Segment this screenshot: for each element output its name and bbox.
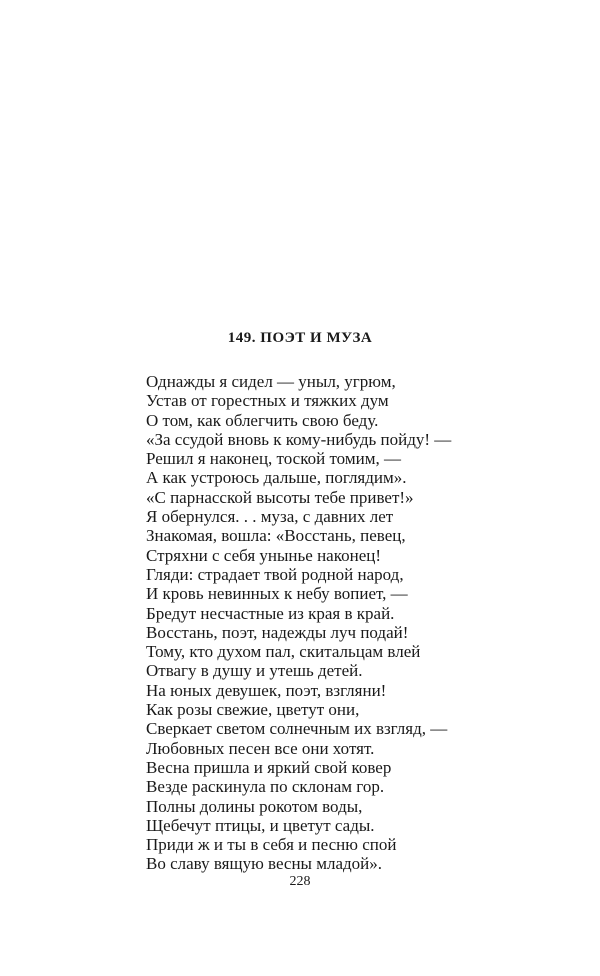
poem-line: Решил я наконец, тоской томим, — bbox=[146, 449, 401, 469]
poem-line: И кровь невинных к небу вопиет, — bbox=[146, 584, 408, 604]
poem-line: На юных девушек, поэт, взгляни! bbox=[146, 680, 387, 700]
poem-line: Гляди: страдает твой родной народ, bbox=[146, 564, 404, 584]
poem-line: Восстань, поэт, надежды луч подай! bbox=[146, 622, 409, 642]
poem-title: 149. ПОЭТ И МУЗА bbox=[227, 330, 373, 346]
poem-line: Бредут несчастные из края в край. bbox=[146, 603, 395, 623]
poem-line: Устав от горестных и тяжких дум bbox=[146, 391, 389, 411]
poem-line: Любовных песен все они хотят. bbox=[146, 738, 375, 758]
poem-line: Как розы свежие, цветут они, bbox=[146, 700, 360, 720]
poem-line: Отвагу в душу и утешь детей. bbox=[146, 661, 363, 681]
poem-line: Везде раскинула по склонам гор. bbox=[146, 777, 385, 797]
poem-line: Стряхни с себя унынье наконец! bbox=[146, 545, 382, 565]
poem-line: «С парнасской высоты тебе привет!» bbox=[146, 487, 414, 507]
poem-line: Однажды я сидел — уныл, угрюм, bbox=[146, 372, 396, 391]
poem-line: О том, как облегчить свою беду. bbox=[146, 410, 379, 430]
page-number: 228 bbox=[289, 874, 311, 889]
poem-line: Во славу вящую весны младой». bbox=[146, 854, 383, 874]
poem-line: Знакомая, вошла: «Восстань, певец, bbox=[146, 526, 406, 546]
poem-line: «За ссудой вновь к кому-нибудь пойду! — bbox=[146, 429, 452, 449]
poem-line: Сверкает светом солнечным их взгляд, — bbox=[146, 719, 448, 739]
poem-line: Тому, кто духом пал, скитальцам влей bbox=[146, 642, 421, 662]
poem-line: Полны долины рокотом воды, bbox=[146, 796, 363, 816]
poem-line: Я обернулся. . . муза, с давних лет bbox=[146, 507, 394, 527]
poem-line: Щебечут птицы, и цветут сады. bbox=[146, 815, 375, 835]
poem-line: Приди ж и ты в себя и песню спой bbox=[146, 835, 397, 855]
poem-line: Весна пришла и яркий свой ковер bbox=[146, 757, 392, 777]
poem-line: А как устроюсь дальше, поглядим». bbox=[146, 468, 407, 488]
poem-body bbox=[146, 372, 451, 874]
